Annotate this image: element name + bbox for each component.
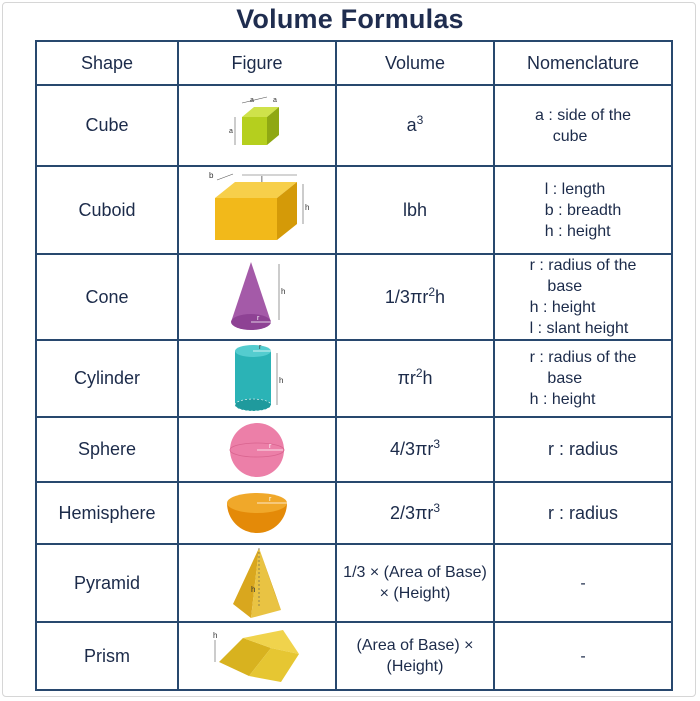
shape-name: Cuboid: [36, 166, 178, 254]
figure-cell: [178, 544, 336, 622]
volume-formula: a: [406, 115, 417, 135]
header-shape: Shape: [36, 41, 178, 85]
volume-cell: (Area of Base) × (Height): [336, 622, 494, 690]
nomenclature-cell: l : length b : breadth h : height: [494, 166, 672, 254]
shape-name: Prism: [36, 622, 178, 690]
table-row: [36, 622, 672, 690]
svg-text:r: r: [269, 496, 272, 503]
header-figure: Figure: [178, 41, 336, 85]
table-row: [36, 544, 672, 622]
shape-name: Pyramid: [36, 544, 178, 622]
shape-name: Cube: [36, 85, 178, 166]
figure-cell: [178, 85, 336, 166]
nomenclature-cell: a : side of the cube: [494, 85, 672, 166]
shape-name: Cylinder: [36, 340, 178, 417]
svg-text:r: r: [259, 343, 262, 351]
table-row: [36, 340, 672, 417]
svg-text:h: h: [213, 631, 218, 640]
nomenclature-cell: r : radius: [494, 417, 672, 482]
svg-text:b: b: [209, 171, 214, 180]
hemisphere-icon: [217, 485, 297, 541]
volume-formula: πr: [397, 368, 416, 388]
cone-icon: [217, 258, 297, 336]
volume-formula: 2/3πr: [389, 502, 434, 523]
cube-icon: [217, 95, 297, 157]
shape-name: Hemisphere: [36, 482, 178, 544]
header-volume: Volume: [336, 41, 494, 85]
svg-text:h: h: [251, 585, 256, 594]
volume-cell: $1/3\pi r^2h$: [336, 254, 494, 340]
table-row: [36, 417, 672, 482]
volume-formula: 4/3πr: [389, 439, 434, 459]
cube-label-a1: a: [250, 96, 254, 104]
figure-cell: [178, 417, 336, 482]
table-row: [36, 254, 672, 340]
volume-formula: lbh: [402, 199, 428, 220]
shape-name: Sphere: [36, 417, 178, 482]
svg-text:h: h: [305, 203, 310, 212]
figure-cell: [178, 166, 336, 254]
cuboid-icon: [197, 170, 317, 250]
svg-text:l: l: [261, 175, 263, 184]
volume-cell: [336, 166, 494, 254]
volume-cell: $4/3\pi r^3$: [336, 417, 494, 482]
cube-label-a3: a: [229, 127, 233, 135]
sphere-icon: [217, 421, 297, 479]
nomenclature-cell: -: [494, 622, 672, 690]
volume-cell: $\pi r^2h$: [336, 340, 494, 417]
cylinder-icon: [217, 343, 297, 415]
nomenclature-cell: r : radius of the base h : height l : slant height: [494, 254, 672, 340]
table-row: [36, 482, 672, 544]
volume-cell: $2/3\pi r^3$: [336, 482, 494, 544]
figure-cell: [178, 340, 336, 417]
nomenclature-cell: -: [494, 544, 672, 622]
volume-formula: 1/3πr: [384, 286, 429, 307]
header-nomenclature: Nomenclature: [494, 41, 672, 85]
svg-text:r: r: [257, 315, 260, 322]
prism-icon: [209, 624, 305, 688]
svg-text:h: h: [281, 287, 286, 296]
header-row: [36, 41, 672, 85]
volume-cell: $a^3$: [336, 85, 494, 166]
shape-name: Cone: [36, 254, 178, 340]
volume-cell: 1/3 × (Area of Base) × (Height): [336, 544, 494, 622]
figure-cell: [178, 622, 336, 690]
table-row: [36, 166, 672, 254]
figure-cell: [178, 254, 336, 340]
figure-cell: [178, 482, 336, 544]
page-title: Volume Formulas: [236, 4, 464, 34]
svg-text:h: h: [279, 375, 284, 385]
svg-text:r: r: [269, 442, 272, 450]
volume-formulas-table: [35, 40, 673, 691]
nomenclature-cell: r : radius: [494, 482, 672, 544]
table-row: [36, 85, 672, 166]
cube-label-a2: a: [273, 96, 277, 104]
nomenclature-cell: r : radius of the base h : height: [494, 340, 672, 417]
pyramid-icon: [217, 546, 297, 620]
